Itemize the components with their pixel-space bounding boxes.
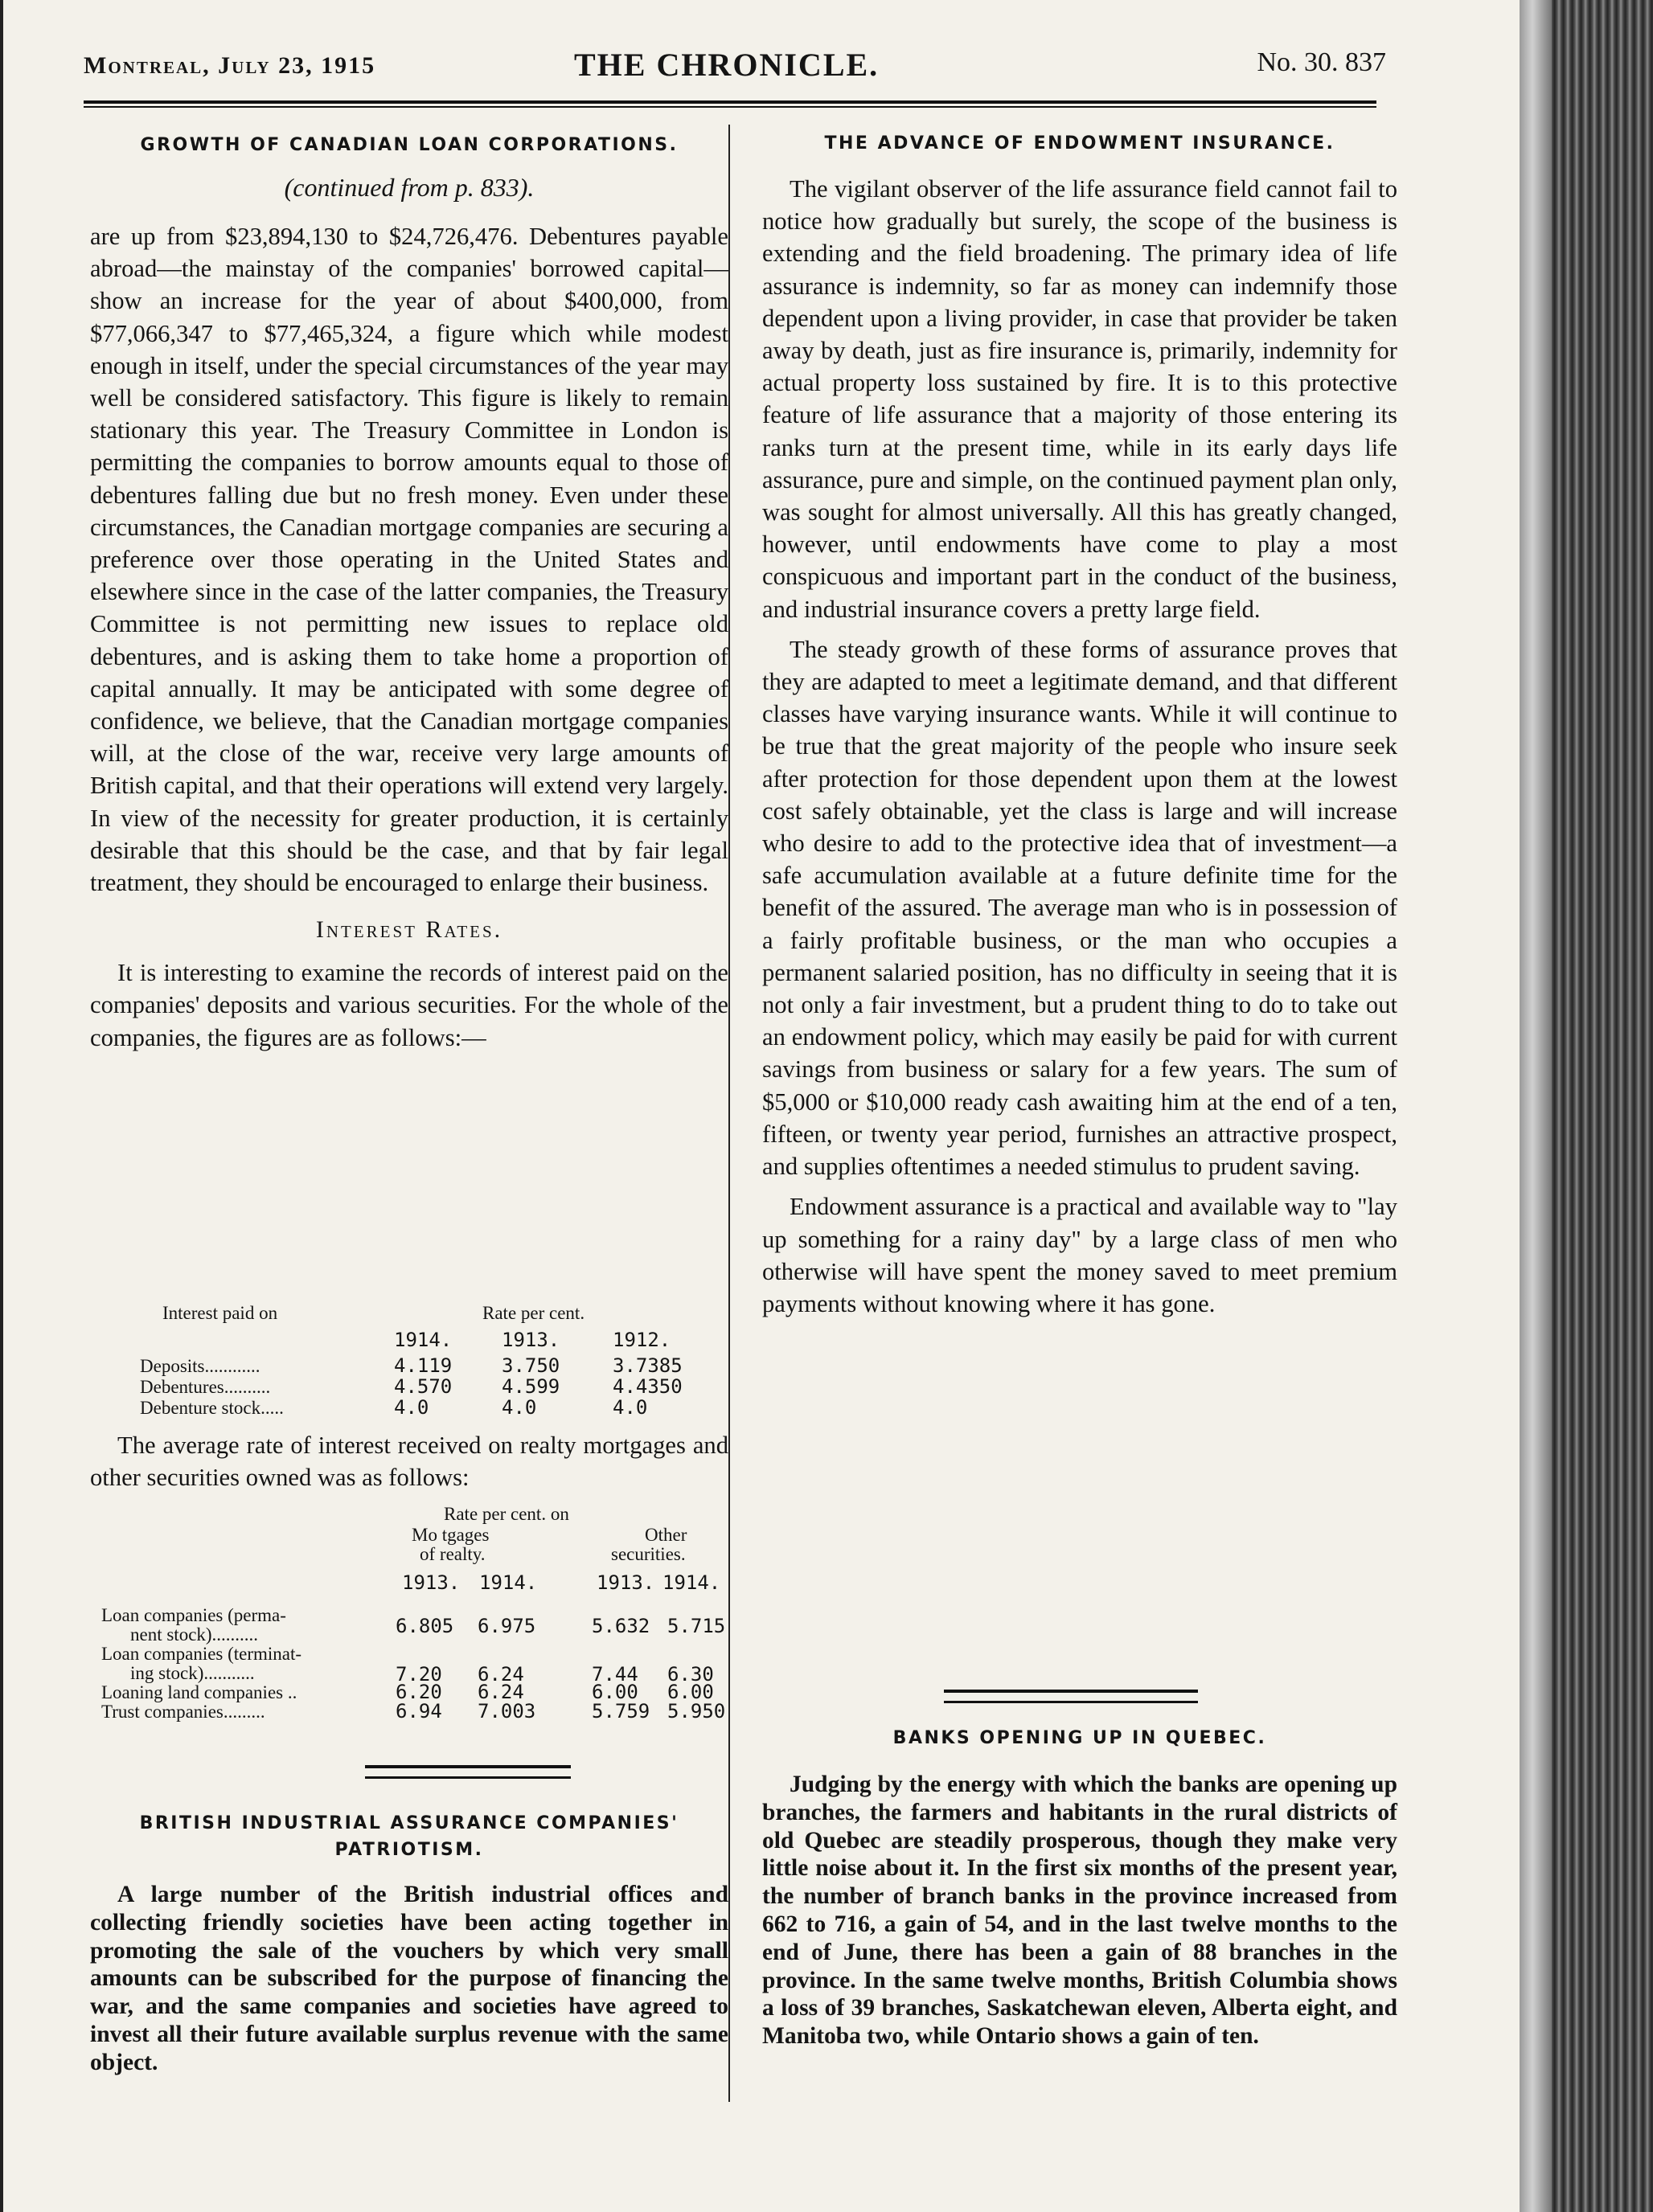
realty-mortgages-intro: The average rate of interest received on realty mortgages and other securities owned was as follows: [90,1432,728,1492]
table2-cell: 6.94 [396,1700,442,1722]
loan-corporations-body: are up from $23,894,130 to $24,726,476. Debentures payable abroad—the mainstay of the companies' borrowed capital—show an increase for the year of about $400,000, from $77,066,347 to $77,465,324, a figure which while modest enough in itself, under the special circumstances of the year may well be considered satisfactory. This figure is likely to remain stationary this year. The Treasury Committee in London is permitting the companies to borrow amounts equal to those of debentures falling due but no fresh money. Even under these circumstances, the Canadian mortgage companies are securing a preference over those operating in the United States and elsewhere since in the case of the latter companies, the Treasury Committee is not permitting new issues to replace old debentures, and is asking them to take home a proportion of capital annually. It may be anticipated with some degree of confidence, we believe, that the Canadian mortgage companies will, at the close of the war, receive very large amounts of British capital, and that their operations will extend very largely. In view of the necessity for greater production, it is certainly desirable that this should be the case, and that by fair legal treatment, they should be encouraged to enlarge their business. [90,223,728,897]
right-column [762,133,1397,1320]
article-continuation-note: (continued from p. 833). [284,173,535,202]
table1-cell: 3.7385 [613,1354,683,1377]
table2-cell: 6.24 [478,1681,524,1703]
endowment-paragraph-3: Endowment assurance is a practical and available way to "lay up something for a rainy day" by a large class of men who otherwise will have spent the money saved to meet premium payments without knowing where it has gone. [762,1193,1397,1317]
article-heading-loan-corporations: GROWTH OF CANADIAN LOAN CORPORATIONS. [140,135,679,155]
table2-row-label: ing stock)........... [130,1663,255,1683]
british-assurance-body: A large number of the British industrial offices and collecting friendly societies have been acting together in promoting the sale of the vouchers by which very small amounts can be subscribed for the purpose of financing the war, and the same companies and societies have agreed to invest all their future available surplus revenue with the same object. [90,1882,728,2075]
page-header [84,44,1386,100]
header-publication-title: THE CHRONICLE. [574,47,880,83]
banks-quebec-body: Judging by the energy with which the banks are opening up branches, the farmers and habitants in the rural districts of old Quebec are steadily prosperous, though they make very little noise about it. In the first six months of the present year, the number of branch banks in the province increased from 662 to 716, a gain of 54, and in the last twelve months to the end of June, there has been a gain of 88 branches in the province. In the same twelve months, British Columbia shows a loss of 39 branches, Saskatchewan eleven, Alberta eight, and Manitoba two, while Ontario shows a gain of ten. [762,1772,1397,2050]
left-column [90,135,728,1054]
article-heading-banks-quebec: BANKS OPENING UP IN QUEBEC. [892,1728,1267,1748]
table1-row-label: Debenture stock..... [140,1398,284,1418]
table2-cell: 6.30 [667,1663,714,1686]
endowment-paragraph-2: The steady growth of these forms of assurance proves that they are adapted to meet a legitimate demand, and that different classes have varying insurance wants. While it will continue to be true that the great majority of the people who insure seek after protection for those dependent upon them at the lowest cost safely obtainable, yet the class is large and will increase who desire to add to the protective idea that of investment—a safe accumulation available at a future definite time for the benefit of the assured. The average man who is in possession of a fairly profitable business, or the man who occupies a permanent salaried position, has no difficulty in seeing that it is not only a fair investment, but a prudent thing to do to take out an endowment policy, which may easily be paid for with current savings from business or salary for a few years. The sum of $5,000 or $10,000 ready cash awaiting him at the end of a ten, fifteen, or twenty year period, furnishes an attractive prospect, and supplies oftentimes a needed stimulus to prudent saving. [762,635,1397,1181]
table2-cell: 6.20 [396,1681,442,1703]
table2-cell: 6.00 [592,1681,638,1703]
table1-cell: 3.750 [502,1354,560,1377]
article-heading-endowment: THE ADVANCE OF ENDOWMENT INSURANCE. [824,133,1335,154]
table2-cell: 6.975 [478,1615,536,1637]
table1-cell: 4.0 [394,1396,429,1419]
table2-cell: 5.632 [592,1615,650,1637]
table1-year: 1914. [394,1329,453,1351]
header-rule-thin [84,106,1376,108]
table2-cell: 6.00 [667,1681,714,1703]
table1-cell: 4.4350 [613,1375,683,1398]
table1-row-label: Debentures.......... [140,1377,271,1397]
table2-group-label: Rate per cent. on [444,1504,569,1524]
endowment-paragraph-1: The vigilant observer of the life assurance field cannot fail to notice how gradually but surely, the scope of the business is extending and the field broadening. The primary idea of life assurance is indemnity, so far as money can indemnify those dependent upon a living provider, in case that provider be taken away by death, just as fire insurance is, primarily, indemnity for actual property loss sustained by fire. It is to this protective feature of life assurance that a majority of those entering its ranks turn at the present time, while in its early days life assurance, pure and simple, on the continued payment plan only, was sought for almost universally. All this has greatly changed, however, until endowments have come to play a most conspicuous and important part in the conduct of the business, and industrial insurance covers a pretty large field. [762,175,1397,623]
table1-group-label: Rate per cent. [482,1303,585,1323]
table2-year: 1913. [597,1571,655,1594]
table1-cell: 4.0 [502,1396,537,1419]
table2-left-group: Mo tgages [412,1525,490,1545]
column-divider [728,125,730,2102]
interest-paid-table [90,1304,728,1424]
table1-year: 1913. [502,1329,560,1351]
header-dateline: Montreal, July 23, 1915 [84,52,376,79]
header-issue-page: No. 30. 837 [1257,47,1386,77]
table1-cell: 4.599 [502,1375,560,1398]
section-separator [944,1690,1198,1703]
table2-cell: 5.715 [667,1615,726,1637]
left-column-continued [90,1429,728,1493]
table2-row-label: Loan companies (terminat- [101,1644,302,1664]
table2-row-label: Loan companies (perma- [101,1605,286,1625]
book-page-edges [1520,0,1653,2212]
table2-right-group: Other [645,1525,687,1545]
table2-cell: 7.20 [396,1663,442,1686]
table2-cell: 7.003 [478,1700,536,1722]
table1-cell: 4.570 [394,1375,453,1398]
section-title-interest-rates: Interest Rates. [315,916,503,944]
table2-year: 1914. [479,1571,538,1594]
british-article [90,1813,728,2077]
table2-row-label: Loaning land companies .. [101,1682,297,1702]
realty-securities-table [90,1505,728,1746]
header-rule [84,100,1376,104]
table1-cell: 4.0 [613,1396,648,1419]
table1-col-label: Interest paid on [162,1303,278,1323]
table1-cell: 4.119 [394,1354,453,1377]
article-heading-british-assurance: BRITISH INDUSTRIAL ASSURANCE COMPANIES' [139,1813,679,1833]
table2-cell: 6.24 [478,1663,524,1686]
table2-year: 1913. [402,1571,461,1594]
table2-left-group: of realty. [420,1544,486,1564]
banks-article [762,1728,1397,2050]
table2-cell: 5.759 [592,1700,650,1722]
table2-row-label: Trust companies......... [101,1702,265,1722]
table2-row-label: nent stock).......... [130,1624,259,1645]
table2-cell: 5.950 [667,1700,726,1722]
table1-year: 1912. [613,1329,671,1351]
article-heading-british-assurance-line2: PATRIOTISM. [334,1840,484,1860]
table2-cell: 6.805 [396,1615,454,1637]
interest-rates-intro: It is interesting to examine the records of interest paid on the companies' deposits and various securities. For the whole of the companies, the figures are as follows:— [90,959,728,1051]
table2-right-group: securities. [611,1544,686,1564]
table2-cell: 7.44 [592,1663,638,1686]
table1-row-label: Deposits............ [140,1356,260,1376]
section-separator [365,1765,571,1779]
table2-year: 1914. [662,1571,721,1594]
